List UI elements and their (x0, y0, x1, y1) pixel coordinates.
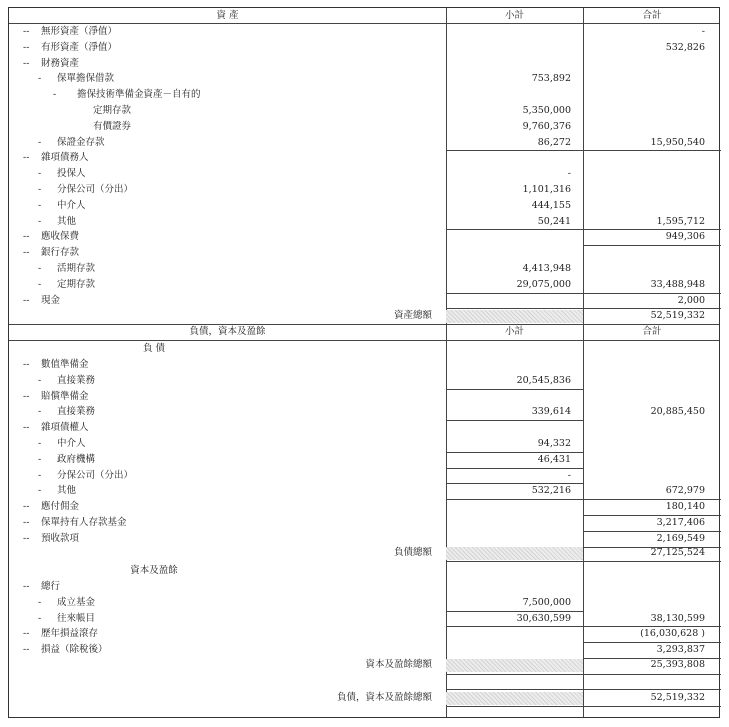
row-bullet: - (38, 168, 42, 180)
row-label: 總行 (41, 581, 61, 592)
table-row (9, 420, 719, 436)
row-label: 定期存款 (93, 105, 132, 116)
row-label: 擔保技術準備金資產－自有的 (77, 89, 201, 101)
row-bullet: -- (23, 231, 30, 243)
rule-line (446, 452, 583, 453)
liabilities-total-header: 合計 (642, 326, 662, 337)
row-total: 672,979 (665, 485, 705, 497)
row-subtotal: 532,216 (531, 485, 571, 497)
liabilities-total-label: 負債總額 (393, 547, 432, 558)
row-label: 分保公司（分出） (57, 184, 134, 195)
row-bullet: -- (23, 422, 30, 434)
rule-line (446, 308, 583, 309)
row-subtotal: 5,350,000 (522, 105, 571, 116)
capital-total-label: 資本及盈餘總額 (365, 659, 432, 670)
row-label: 有價證券 (93, 120, 132, 132)
row-subtotal: 20,545,836 (516, 374, 571, 386)
rule-line (446, 293, 583, 294)
row-label: 應收保費 (41, 231, 80, 243)
rule-line (446, 611, 583, 612)
rule-line (446, 468, 583, 469)
row-subtotal: 30,630,599 (516, 612, 571, 624)
rule-line (446, 389, 583, 390)
row-bullet: -- (23, 501, 30, 513)
rule-line (583, 626, 721, 627)
row-label: 中介人 (57, 199, 86, 211)
row-label: 其他 (57, 215, 77, 227)
row-label: 歷年損益滾存 (41, 628, 99, 640)
assets-total-row (9, 308, 719, 324)
table-row (9, 87, 719, 103)
row-bullet: - (38, 374, 42, 386)
rule-line (583, 308, 721, 309)
table-row (9, 436, 719, 452)
row-label: 分保公司（分出） (57, 469, 134, 481)
table-row (9, 579, 719, 595)
row-label: 定期存款 (57, 278, 96, 290)
table-row (9, 611, 719, 627)
row-label: 活期存款 (57, 263, 96, 274)
row-bullet: -- (23, 581, 30, 592)
row-label: 有形資產（淨值） (41, 41, 118, 53)
assets-subtotal-header: 小計 (504, 10, 524, 21)
capital-total-value: 25,393,808 (650, 659, 705, 670)
row-total: 949,306 (665, 231, 705, 243)
row-label: 投保人 (57, 168, 86, 180)
row-bullet: - (38, 278, 42, 290)
row-subtotal: 50,241 (537, 215, 571, 227)
rule-line (446, 420, 583, 421)
row-bullet: -- (23, 26, 30, 37)
table-row (9, 389, 719, 405)
row-bullet: - (53, 89, 57, 101)
row-subtotal: 753,892 (531, 73, 571, 85)
table-row (9, 103, 719, 119)
row-label: 無形資產（淨值） (41, 26, 118, 37)
grand-total-value: 52,519,332 (650, 692, 705, 703)
table-row (9, 71, 719, 87)
row-subtotal: 86,272 (537, 136, 571, 148)
table-row (9, 40, 719, 56)
row-label: 損益（除稅後） (41, 644, 108, 656)
row-total: 1,595,712 (656, 215, 705, 227)
row-label: 財務資產 (41, 57, 80, 69)
table-row (9, 483, 719, 499)
table-row (9, 468, 719, 484)
row-bullet: - (38, 453, 42, 465)
table-row (9, 135, 719, 151)
row-label: 雜項債權人 (41, 422, 89, 434)
row-total: 20,885,450 (650, 406, 705, 418)
row-bullet: -- (23, 517, 30, 528)
row-bullet: -- (23, 57, 30, 69)
table-row (9, 182, 719, 198)
row-label: 保單擔保借款 (57, 73, 115, 85)
row-bullet: - (38, 485, 42, 497)
row-bullet: - (38, 596, 42, 608)
row-total: 3,293,837 (656, 644, 705, 656)
rule-line (583, 515, 721, 516)
row-subtotal: 444,155 (531, 199, 571, 211)
table-row (9, 452, 719, 468)
table-row (9, 198, 719, 214)
capital-total-row (9, 657, 719, 673)
row-label: 其他 (57, 485, 77, 497)
assets-total-value: 52,519,332 (650, 310, 705, 321)
rule-line (583, 499, 721, 500)
row-label: 保證金存款 (57, 136, 105, 148)
assets-section-title: 資 產 (216, 10, 239, 21)
row-bullet: -- (23, 41, 30, 53)
table-row (9, 56, 719, 72)
rule-line (583, 642, 721, 643)
table-row (9, 214, 719, 230)
row-bullet: - (38, 184, 42, 195)
row-bullet: - (38, 199, 42, 211)
table-row (9, 150, 719, 166)
row-bullet: - (38, 406, 42, 418)
row-subtotal: 4,413,948 (522, 263, 571, 274)
table-row (9, 642, 719, 658)
row-subtotal: 46,431 (537, 453, 571, 465)
rule-line (446, 483, 583, 484)
table-row (9, 404, 719, 420)
row-total: (16,030,628 ) (640, 628, 705, 640)
row-total: 15,950,540 (650, 136, 705, 148)
table-row (9, 499, 719, 515)
row-subtotal: 7,500,000 (522, 596, 571, 608)
row-subtotal: 9,760,376 (522, 120, 571, 132)
capital-subheader: 資本及盈餘 (130, 565, 178, 576)
rule-line (446, 229, 583, 230)
rule-line (583, 150, 721, 151)
row-bullet: - (38, 73, 42, 85)
table-row (9, 24, 719, 40)
rule-line (446, 499, 583, 500)
row-bullet: - (38, 136, 42, 148)
row-label: 政府機構 (57, 453, 96, 465)
table-row (9, 595, 719, 611)
row-bullet: - (38, 612, 42, 624)
row-subtotal: 94,332 (537, 438, 571, 449)
row-bullet: -- (23, 247, 30, 259)
row-bullet: -- (23, 294, 30, 306)
row-label: 中介人 (57, 438, 86, 449)
row-bullet: -- (23, 644, 30, 656)
assets-total-header: 合計 (642, 10, 662, 21)
row-total: 2,169,549 (656, 532, 705, 544)
row-subtotal: - (567, 469, 571, 481)
table-row (9, 261, 719, 277)
row-bullet: -- (23, 628, 30, 640)
row-total: 38,130,599 (650, 612, 705, 624)
liabilities-header (9, 324, 719, 340)
rule-line (583, 531, 721, 532)
row-label: 往來帳目 (57, 612, 96, 624)
row-label: 預收款項 (41, 532, 80, 544)
table-row (9, 245, 719, 261)
liabilities-subtotal-header: 小計 (504, 326, 524, 337)
table-row (9, 515, 719, 531)
row-total: 2,000 (677, 294, 705, 306)
row-bullet: -- (23, 532, 30, 544)
row-subtotal: 339,614 (531, 406, 571, 418)
rule-line (446, 561, 721, 562)
table-row (9, 229, 719, 245)
rule-line (446, 150, 583, 151)
row-label: 直接業務 (57, 406, 96, 418)
grand-total-label: 負債，資本及盈餘總額 (336, 692, 432, 703)
table-row (9, 277, 719, 293)
row-label: 現金 (41, 294, 61, 306)
row-total: 180,140 (665, 501, 705, 513)
liabilities-subheader-row (9, 341, 719, 357)
table-row (9, 293, 719, 309)
grand-total-row (9, 690, 719, 706)
table-row (9, 626, 719, 642)
row-label: 賠償準備金 (41, 390, 89, 402)
liabilities-subheader: 負 債 (142, 343, 166, 354)
row-subtotal: 1,101,316 (522, 184, 571, 195)
rule-line (583, 245, 721, 246)
row-bullet: -- (23, 359, 30, 370)
rule-line (583, 293, 721, 294)
row-total: - (701, 26, 705, 37)
table-row (9, 119, 719, 135)
liabilities-total-value: 27,125,524 (650, 547, 705, 558)
row-subtotal: - (567, 168, 571, 180)
row-total: 33,488,948 (650, 278, 705, 290)
capital-subheader-row (9, 563, 719, 579)
assets-total-label: 資產總額 (393, 310, 432, 321)
row-label: 成立基金 (57, 596, 96, 608)
rule-line (583, 658, 721, 659)
row-bullet: -- (23, 390, 30, 402)
row-bullet: - (38, 215, 42, 227)
rule-line (583, 229, 721, 230)
row-label: 數值準備金 (41, 359, 89, 370)
table-row (9, 166, 719, 182)
row-total: 532,826 (665, 41, 705, 53)
row-label: 直接業務 (57, 374, 96, 386)
row-bullet: - (38, 263, 42, 274)
row-label: 銀行存款 (41, 247, 80, 259)
row-bullet: - (38, 469, 42, 481)
row-label: 應付佣金 (41, 501, 80, 513)
assets-header (9, 8, 719, 24)
rule-line (446, 626, 583, 627)
table-row (9, 373, 719, 389)
table-row (9, 357, 719, 373)
liabilities-section-title: 負債，資本及盈餘 (189, 326, 266, 337)
row-bullet: - (38, 438, 42, 449)
row-label: 雜項債務人 (41, 152, 89, 164)
row-total: 3,217,406 (656, 517, 705, 528)
row-subtotal: 29,075,000 (516, 278, 571, 290)
row-bullet: -- (23, 152, 30, 164)
rule-line (583, 547, 721, 548)
row-label: 保單持有人存款基金 (41, 517, 127, 528)
balance-sheet (8, 7, 720, 718)
